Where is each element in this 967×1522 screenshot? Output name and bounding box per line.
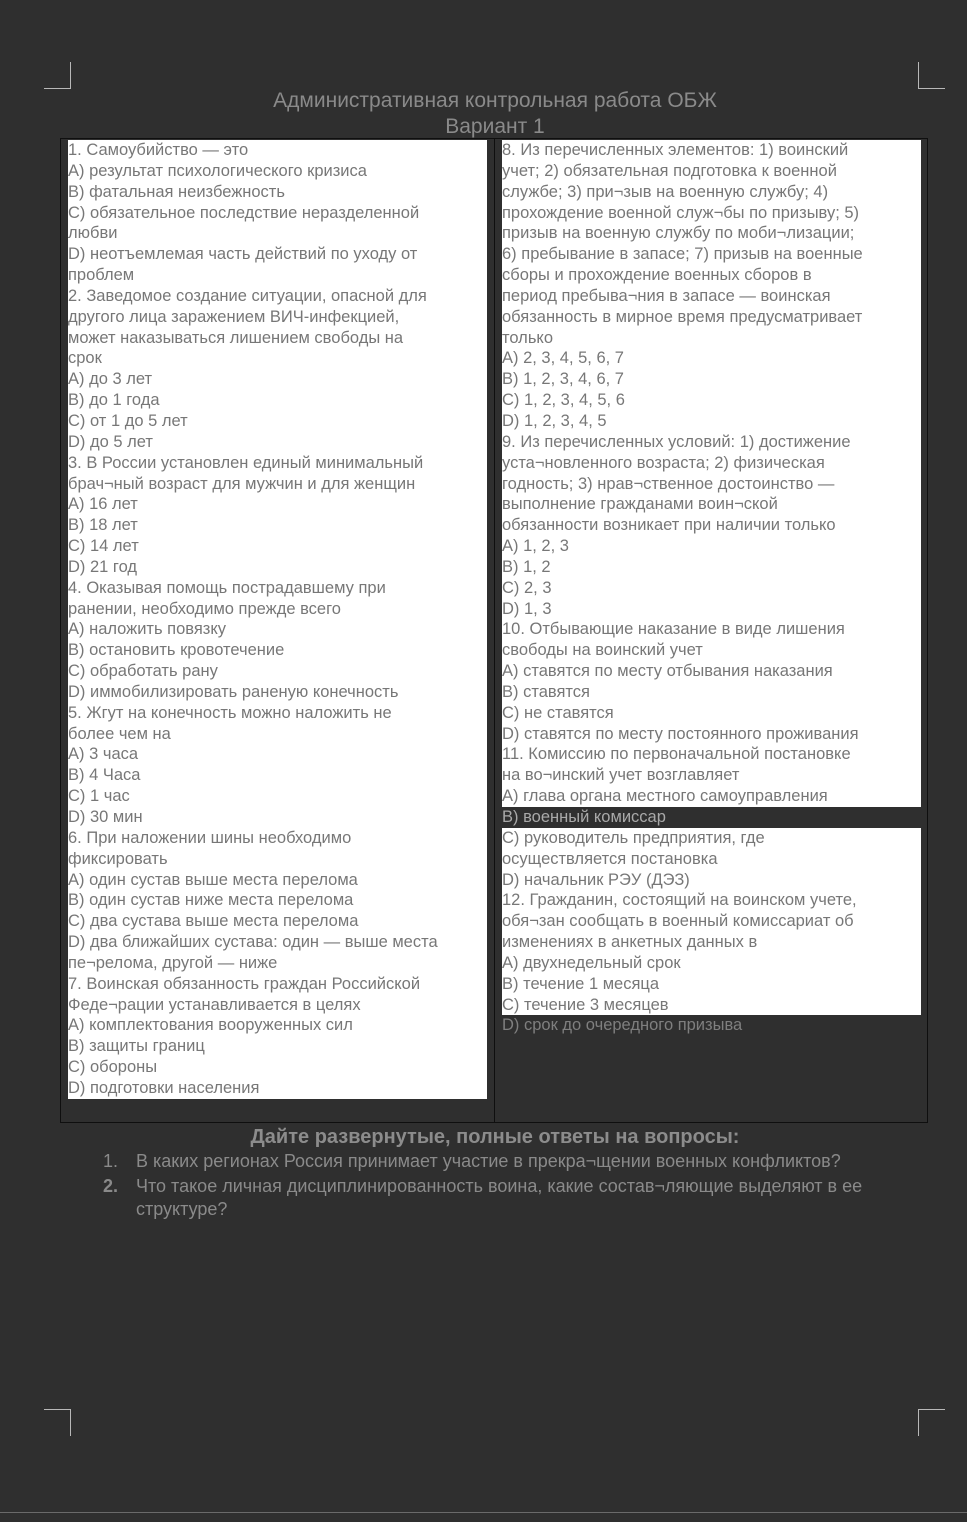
text-line: D) до 5 лет <box>68 432 153 451</box>
text-line: 2. Заведомое создание ситуации, опасной для <box>68 286 427 305</box>
text-line: B) остановить кровотечение <box>68 641 285 660</box>
page-bottom-rule <box>0 1512 967 1513</box>
text-line: C) руководитель предприятия, где <box>502 828 765 847</box>
text-line: D) 1, 2, 3, 4, 5 <box>502 411 607 430</box>
text-line: 4. Оказывая помощь пострадавшему при <box>68 578 386 597</box>
list-item <box>103 1175 923 1221</box>
text-line: на во¬инский учет возглавляет <box>502 766 740 785</box>
text-line: A) ставятся по месту отбывания наказания <box>502 662 833 681</box>
list-item-text: В каких регионах Россия принимает участие в прекра¬щении военных конфликтов? <box>136 1151 841 1171</box>
text-line: C) не ставятся <box>502 703 614 722</box>
list-item-number: 1. <box>103 1151 119 1171</box>
right-question-column <box>502 140 921 1036</box>
text-line: C) от 1 до 5 лет <box>68 411 188 430</box>
text-line: C) 2, 3 <box>502 578 552 597</box>
right-column-bottom-block <box>502 828 921 1016</box>
text-line: 3. В России установлен единый минимальный <box>68 453 424 472</box>
text-line: A) 3 часа <box>68 745 139 764</box>
text-line: D) 30 мин <box>68 808 143 826</box>
answer-line: D) срок до очередного призыва <box>502 1016 743 1035</box>
text-line: может наказываться лишением свободы на <box>68 328 404 347</box>
left-question-column <box>68 140 487 1099</box>
text-line: A) 1, 2, 3 <box>502 537 569 556</box>
text-line: D) начальник РЭУ (ДЭЗ) <box>502 870 690 889</box>
text-line: B) фатальная неизбежность <box>68 182 285 201</box>
text-line: B) один сустав ниже места перелома <box>68 891 354 910</box>
text-line: 12. Гражданин, состоящий на воинском учете, <box>502 891 857 910</box>
text-line: службе; 3) при¬зыв на военную службу; 4) <box>502 182 829 201</box>
text-line: сборы и прохождение военных сборов в <box>502 266 812 285</box>
list-item <box>103 1150 923 1173</box>
text-line: 10. Отбывающие наказание в виде лишения <box>502 620 845 639</box>
text-line: 1. Самоубийство — это <box>68 141 249 159</box>
text-line: B) 18 лет <box>68 516 138 535</box>
crop-mark-top-left <box>44 62 71 89</box>
crop-mark-top-right <box>918 62 945 89</box>
right-column-top-block <box>502 140 921 807</box>
text-line: 9. Из перечисленных условий: 1) достижение <box>502 432 851 451</box>
text-line: только <box>502 328 553 347</box>
list-item-text: Что такое личная дисциплинированность воина, какие состав¬ляющие выделяют в ее структуре? <box>136 1176 863 1219</box>
text-line: ранении, необходимо прежде всего <box>68 599 341 618</box>
text-line: A) глава органа местного самоуправления <box>502 787 828 806</box>
text-line: обязанности возникает при наличии только <box>502 516 836 535</box>
text-line: C) обязательное последствие неразделенной <box>68 203 420 222</box>
text-line: срок <box>68 349 102 368</box>
text-line: свободы на воинский учет <box>502 641 703 660</box>
text-line: D) 1, 3 <box>502 599 552 618</box>
text-line: обя¬зан сообщать в военный комиссариат об <box>502 912 854 931</box>
text-line: D) два ближайших сустава: один — выше места <box>68 933 438 952</box>
text-line: выполнение гражданами воин¬ской <box>502 495 778 514</box>
text-line: A) результат психологического кризиса <box>68 161 367 180</box>
text-line: A) комплектования вооруженных сил <box>68 1016 353 1035</box>
open-questions-list <box>103 1150 923 1223</box>
text-line: B) защиты границ <box>68 1037 205 1056</box>
crop-mark-bottom-left <box>44 1409 71 1436</box>
open-questions-heading: Дайте развернутые, полные ответы на вопросы: <box>250 1126 740 1148</box>
text-line: D) неотъемлемая часть действий по уходу от <box>68 245 418 264</box>
text-line: обязанность в мирное время предусматривает <box>502 307 863 326</box>
text-line: A) 2, 3, 4, 5, 6, 7 <box>502 349 624 368</box>
text-line: период пребыва¬ния в запасе — воинская <box>502 286 831 305</box>
text-line: B) 4 Часа <box>68 766 141 785</box>
text-line: 11. Комиссию по первоначальной постановке <box>502 745 851 764</box>
text-line: A) до 3 лет <box>68 370 153 389</box>
text-line: 7. Воинская обязанность граждан Российской <box>68 974 421 993</box>
document-title: Административная контрольная работа ОБЖ <box>273 89 717 112</box>
text-line: более чем на <box>68 724 171 743</box>
text-line: прохождение военной служ¬бы по призыву; 5) <box>502 203 860 222</box>
text-line: C) течение 3 месяцев <box>502 995 669 1014</box>
text-line: D) подготовки населения <box>68 1078 260 1097</box>
text-line: проблем <box>68 266 135 285</box>
text-line: B) ставятся <box>502 682 590 701</box>
text-line: призыв на военную службу по моби¬лизации; <box>502 224 855 243</box>
text-line: A) 16 лет <box>68 495 138 514</box>
text-line: A) двухнедельный срок <box>502 953 681 972</box>
answer-line: B) военный комиссар <box>502 807 921 828</box>
text-line: A) наложить повязку <box>68 620 227 639</box>
text-line: 8. Из перечисленных элементов: 1) воинский <box>502 141 849 159</box>
text-line: D) ставятся по месту постоянного проживания <box>502 724 859 743</box>
crop-mark-bottom-right <box>918 1409 945 1436</box>
text-line: брач¬ный возраст для мужчин и для женщин <box>68 474 416 493</box>
text-line: фиксировать <box>68 849 168 868</box>
text-line: A) один сустав выше места перелома <box>68 870 358 889</box>
text-line: C) обработать рану <box>68 662 218 681</box>
table-column-divider <box>494 138 495 1123</box>
text-line: B) течение 1 месяца <box>502 974 660 993</box>
text-line: 6) пребывание в запасе; 7) призыв на военные <box>502 245 863 264</box>
text-line: осуществляется постановка <box>502 849 718 868</box>
text-line: любви <box>68 224 118 243</box>
text-line: B) 1, 2, 3, 4, 6, 7 <box>502 370 624 389</box>
text-line: учет; 2) обязательная подготовка к военной <box>502 161 837 180</box>
text-line: B) до 1 года <box>68 391 160 410</box>
text-line: Феде¬рации устанавливается в целях <box>68 995 361 1014</box>
list-item-number: 2. <box>103 1176 119 1196</box>
variant-label: Вариант 1 <box>445 115 545 138</box>
text-line: D) 21 год <box>68 557 138 576</box>
text-line: 6. При наложении шины необходимо <box>68 828 352 847</box>
text-line: годность; 3) нрав¬ственное достоинство — <box>502 474 835 493</box>
text-line: 5. Жгут на конечность можно наложить не <box>68 703 392 722</box>
text-line: другого лица заражением ВИЧ-инфекцией, <box>68 307 400 326</box>
text-line: C) обороны <box>68 1058 158 1077</box>
text-line: C) два сустава выше места перелома <box>68 912 359 931</box>
text-line: B) 1, 2 <box>502 557 551 576</box>
text-line: уста¬новленного возраста; 2) физическая <box>502 453 825 472</box>
text-line: изменениях в анкетных данных в <box>502 933 758 952</box>
text-line: C) 1 час <box>68 787 130 806</box>
text-line: C) 1, 2, 3, 4, 5, 6 <box>502 391 625 410</box>
text-line: D) иммобилизировать раненую конечность <box>68 682 399 701</box>
text-line: пе¬релома, другой — ниже <box>68 953 278 972</box>
text-line: C) 14 лет <box>68 537 139 556</box>
